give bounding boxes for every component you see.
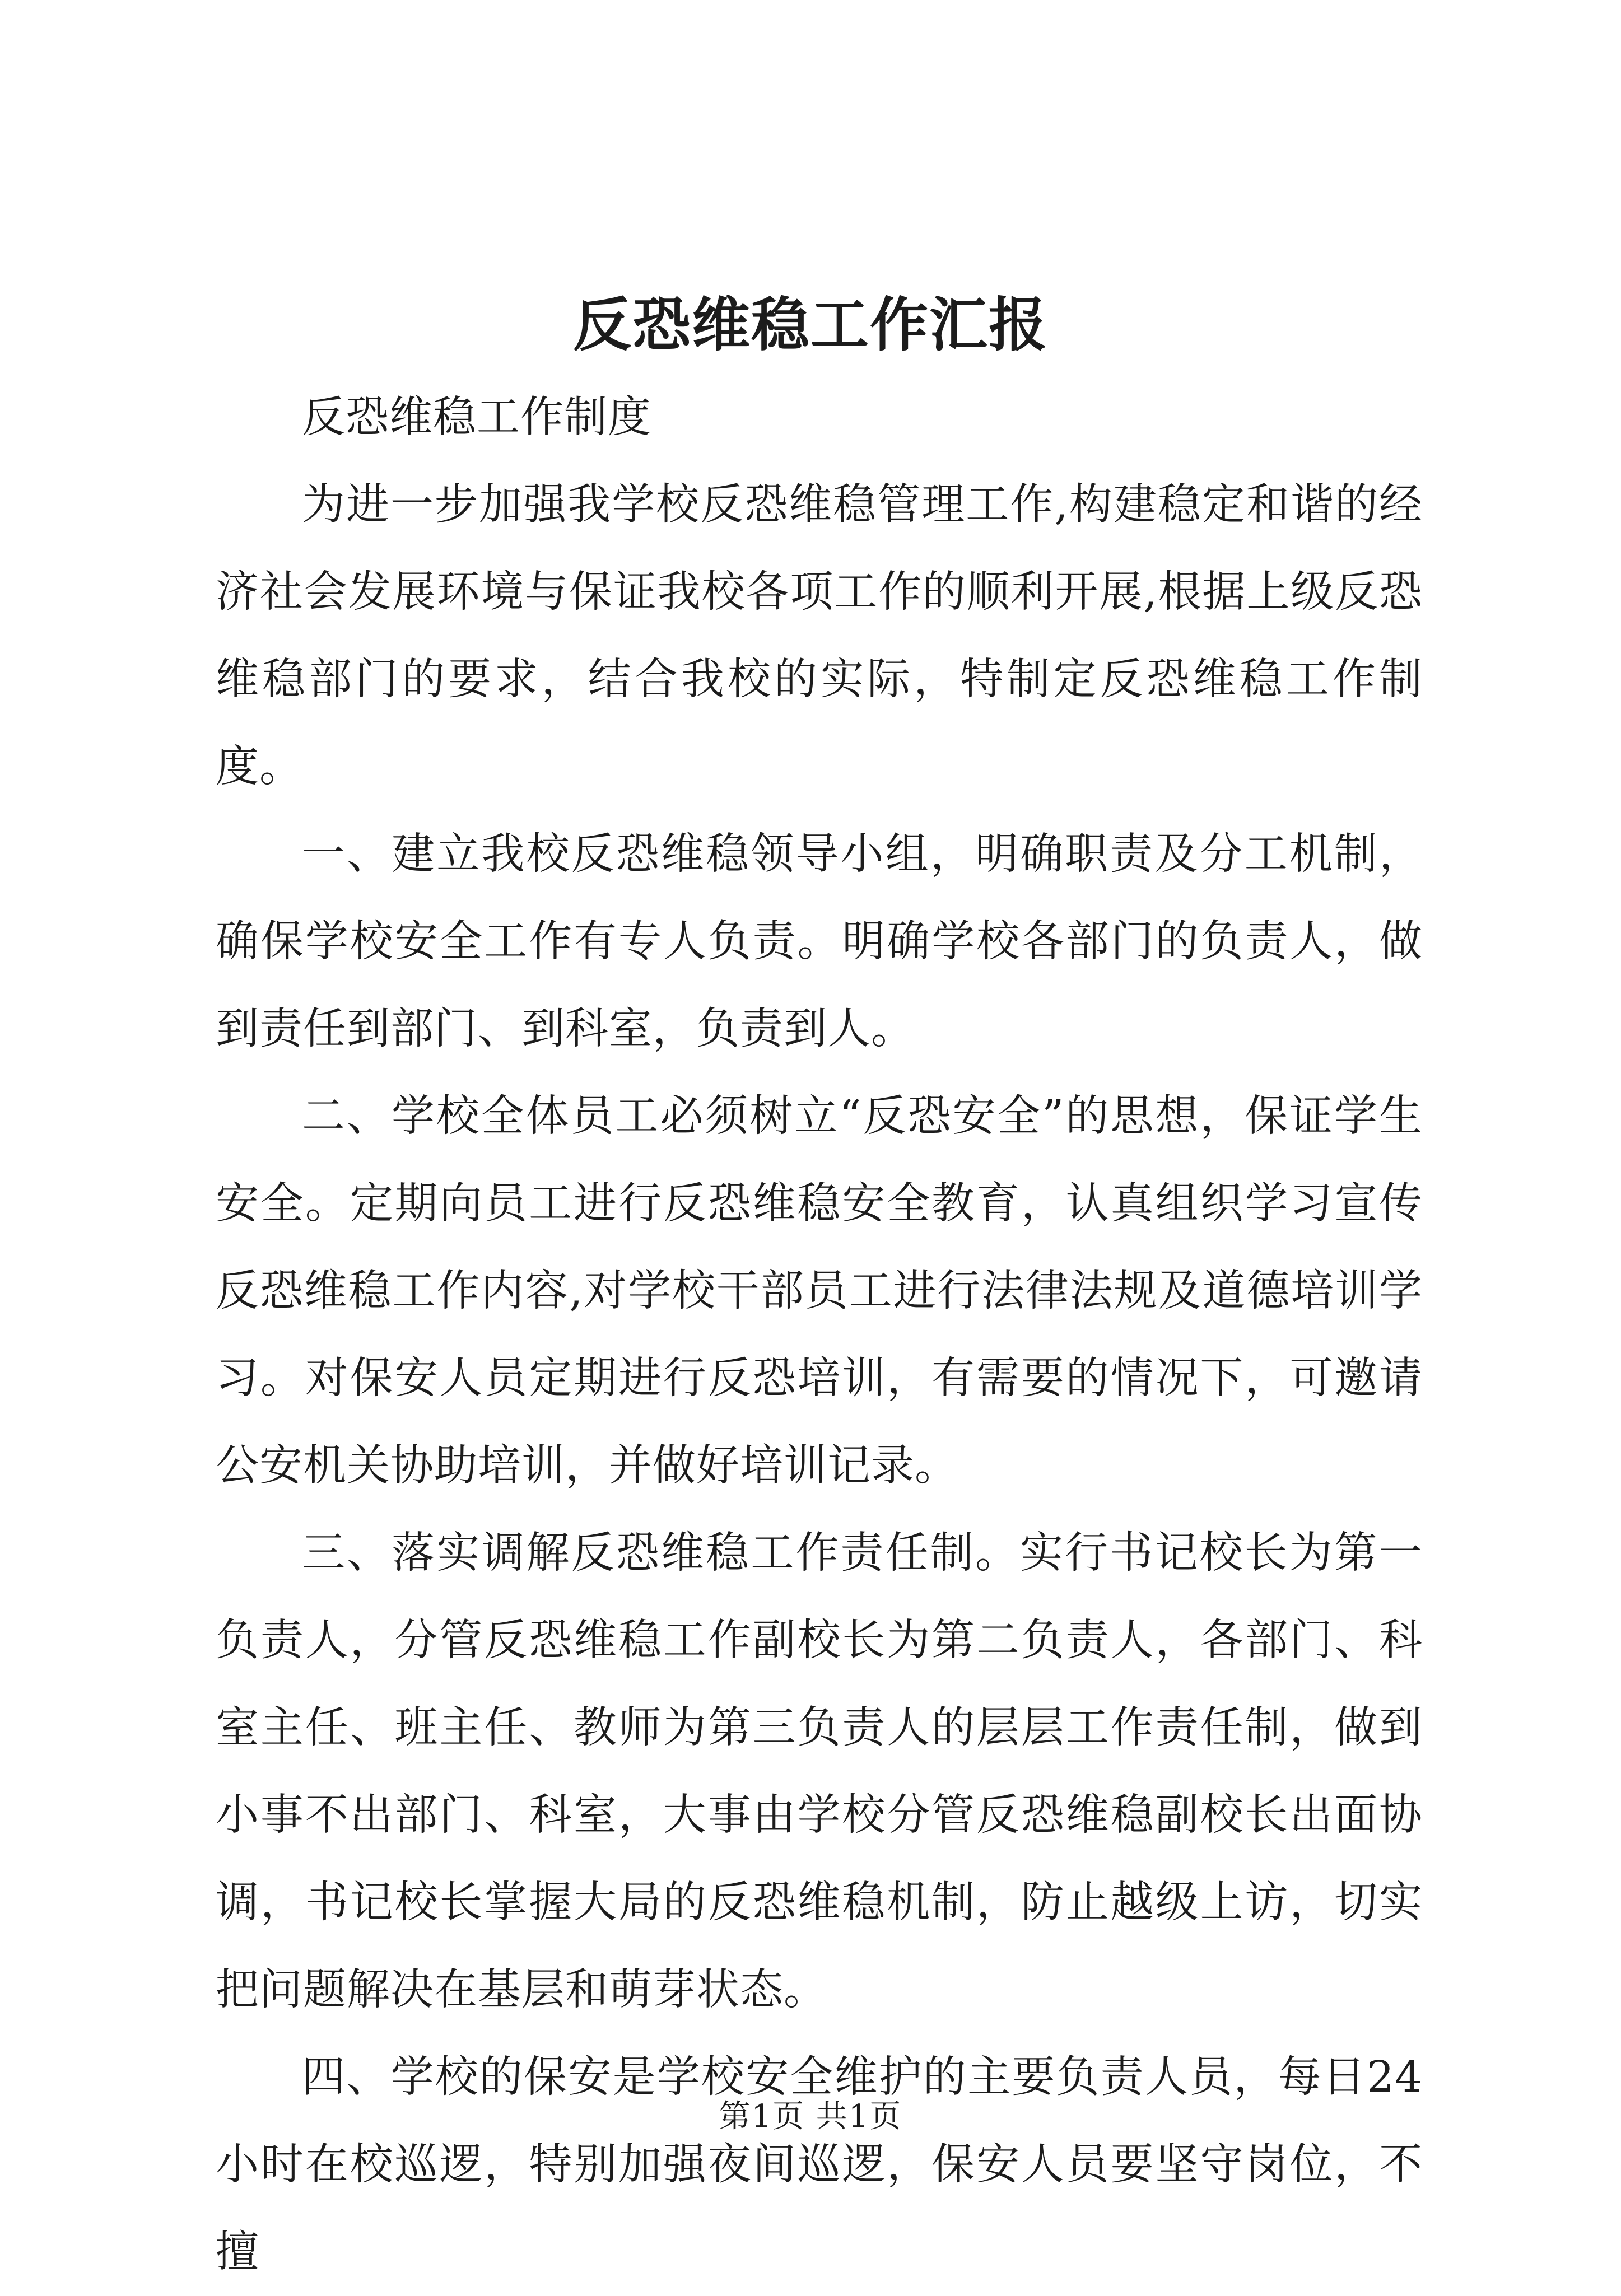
paragraph-item-2: 二、学校全体员工必须树立“反恐安全”的思想，保证学生安全。定期向员工进行反恐维稳安全教育，认真组织学习宣传反恐维稳工作内容,对学校干部员工进行法律法规及道德培训学习。对保安人员定期进行反恐培训，有需要的情况下，可邀请公安机关协助培训，并做好培训记录。 xyxy=(216,1091,1423,1491)
page-number-footer: 第1页 共1页 xyxy=(719,2098,902,2135)
paragraph-item-1: 一、建立我校反恐维稳领导小组，明确职责及分工机制，确保学校安全工作有专人负责。明确学校各部门的负责人，做到责任到部门、到科室，负责到人。 xyxy=(216,829,1423,1054)
document-title: 反恐维稳工作汇报 xyxy=(572,290,1048,359)
paragraph-intro: 为进一步加强我学校反恐维稳管理工作,构建稳定和谐的经济社会发展环境与保证我校各项工作的顺利开展,根据上级反恐维稳部门的要求，结合我校的实际，特制定反恐维稳工作制度。 xyxy=(216,480,1423,792)
paragraph-item-4: 四、学校的保安是学校安全维护的主要负责人员，每日24小时在校巡逻，特别加强夜间巡逻，保安人员要坚守岗位，不擅 xyxy=(216,2052,1423,2277)
document-body xyxy=(216,374,1423,2296)
section-heading: 反恐维稳工作制度 xyxy=(302,393,651,442)
paragraph-item-3: 三、落实调解反恐维稳工作责任制。实行书记校长为第一负责人，分管反恐维稳工作副校长为第二负责人，各部门、科室主任、班主任、教师为第三负责人的层层工作责任制，做到小事不出部门、科室，大事由学校分管反恐维稳副校长出面协调，书记校长掌握大局的反恐维稳机制，防止越级上访，切实把问题解决在基层和萌芽状态。 xyxy=(216,1528,1423,2015)
